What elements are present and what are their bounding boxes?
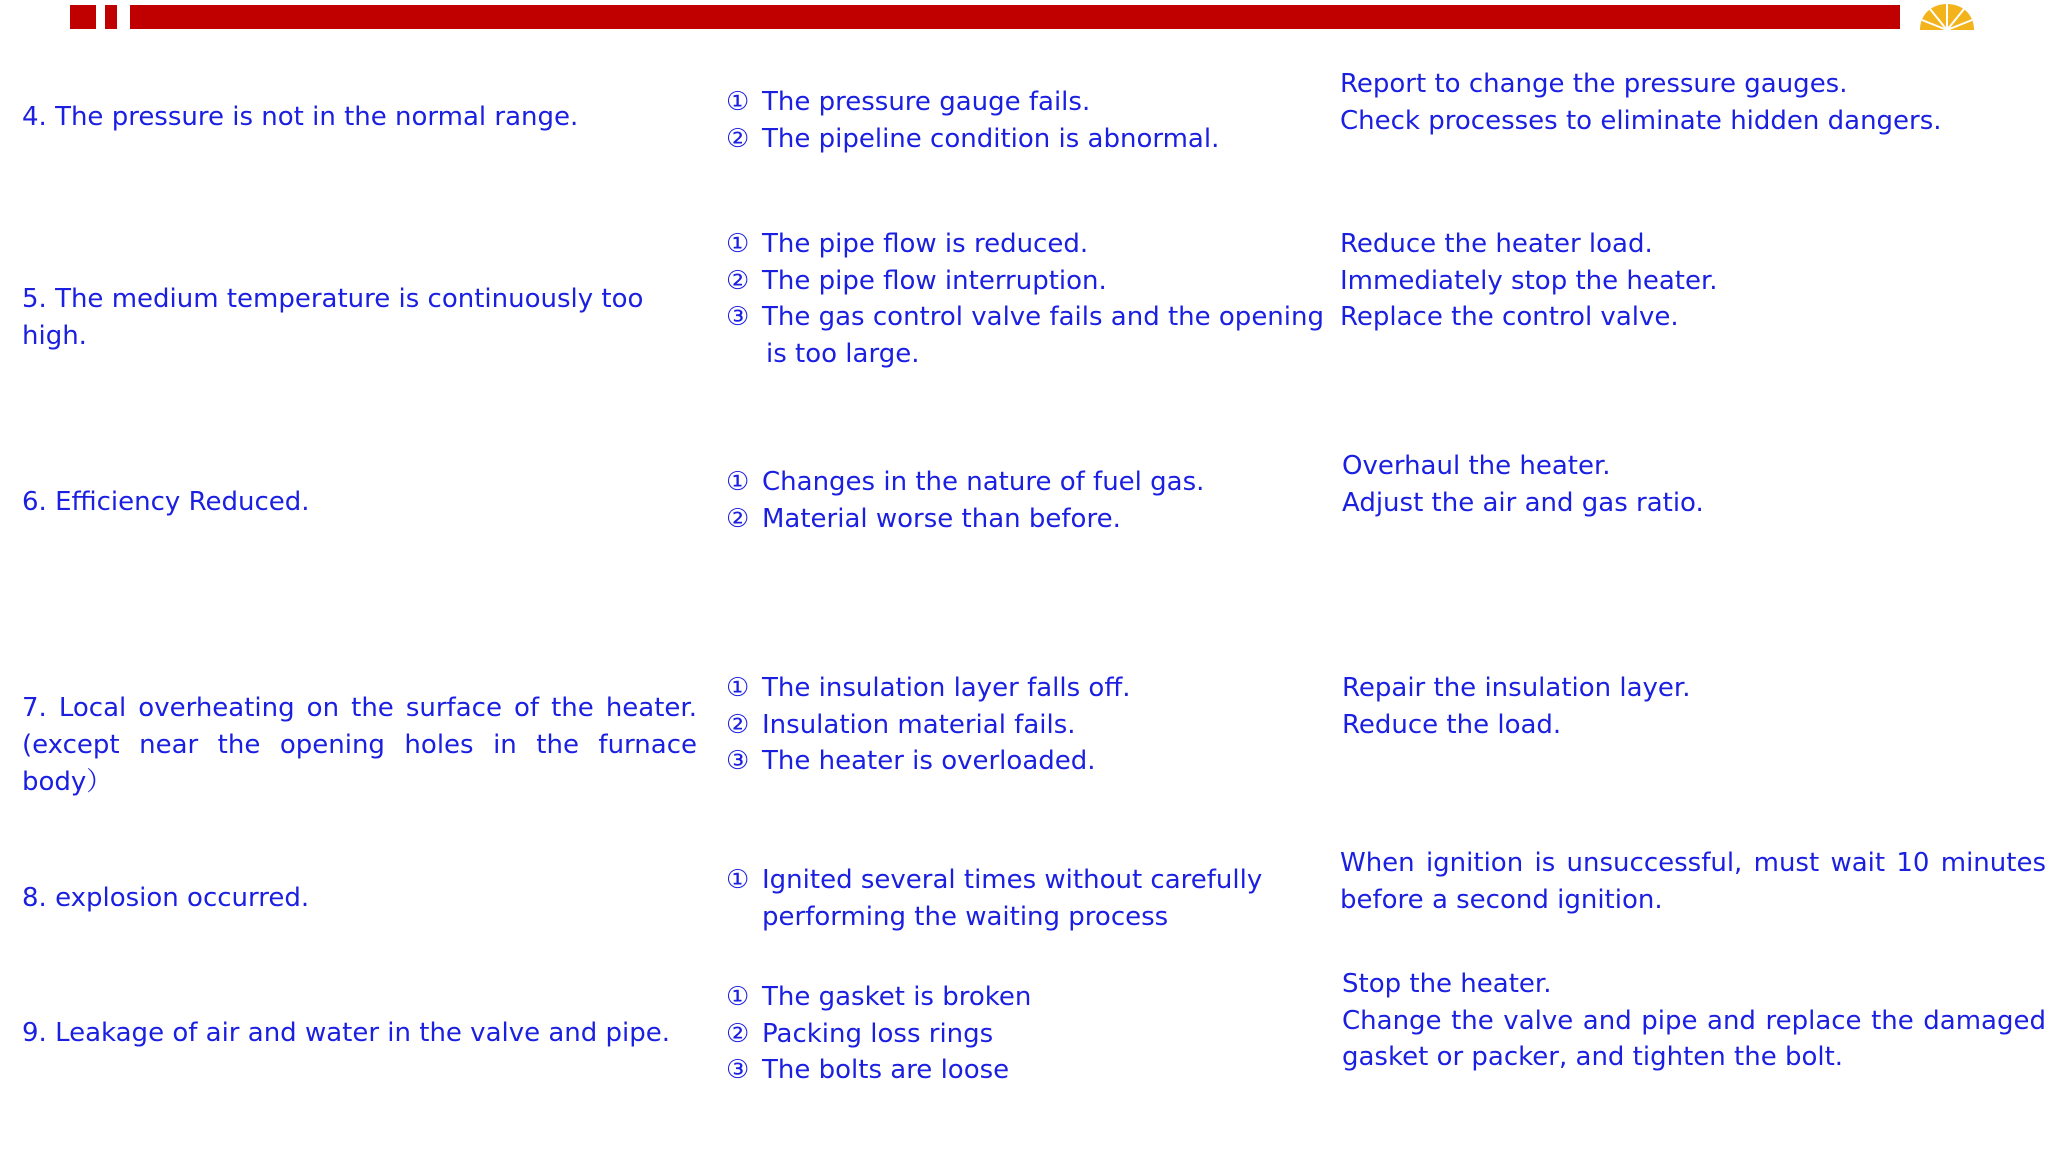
cause-item: ③ The heater is overloaded. xyxy=(726,746,1096,776)
issue-text: 6. Efficiency Reduced. xyxy=(22,487,310,517)
solution-cell xyxy=(1342,670,2048,743)
solution-cell xyxy=(1340,66,2048,139)
cause-item: ① The pressure gauge fails. xyxy=(726,87,1091,117)
cause-cell xyxy=(726,84,1326,157)
cause-item: ② The pipe flow interruption. xyxy=(726,265,1107,296)
issue-cell xyxy=(22,880,697,917)
cause-item-continuation: is too large. xyxy=(766,338,920,369)
solution-cell xyxy=(1342,448,2048,521)
issue-text: 5. The medium temperature is continuously too high. xyxy=(22,284,644,351)
cause-item: ① Ignited several times without carefully xyxy=(726,865,1263,895)
cause-item: ② Material worse than before. xyxy=(726,503,1121,534)
cause-item: ② The pipeline condition is abnormal. xyxy=(726,123,1220,154)
cause-item-continuation: performing the waiting process xyxy=(762,901,1169,932)
solution-item: Immediately stop the heater. xyxy=(1340,265,1718,296)
issue-cell xyxy=(22,99,697,136)
solution-cell xyxy=(1342,966,2046,1076)
header-bar-block-1 xyxy=(70,5,96,29)
issue-cell xyxy=(22,690,697,801)
solution-cell xyxy=(1340,845,2046,918)
cause-item: ③ The bolts are loose xyxy=(726,1055,1010,1085)
header-bar-block-2 xyxy=(105,5,117,29)
solution-item: Replace the control valve. xyxy=(1340,302,1679,332)
cause-item: ② Packing loss rings xyxy=(726,1018,994,1049)
solution-item: Reduce the heater load. xyxy=(1340,229,1653,259)
cause-item: ① The gasket is broken xyxy=(726,982,1032,1012)
cause-item: ① Changes in the nature of fuel gas. xyxy=(726,467,1205,497)
cause-item: ① The pipe flow is reduced. xyxy=(726,229,1089,259)
cause-cell xyxy=(726,226,1326,372)
issue-text: 7. Local overheating on the surface of the heater. xyxy=(22,693,697,723)
cause-cell xyxy=(726,862,1326,935)
issue-cell xyxy=(22,1015,697,1052)
cause-item: ② Insulation material fails. xyxy=(726,709,1076,740)
issue-text: 9. Leakage of air and water in the valve and pipe. xyxy=(22,1018,671,1048)
issue-text: 8. explosion occurred. xyxy=(22,883,310,913)
solution-item: Change the valve and pipe and replace the damaged gasket or packer, and tighten the bolt. xyxy=(1342,1005,2046,1072)
header-bar xyxy=(130,5,1900,29)
issue-text-continuation: (except near the opening holes in the furnace body） xyxy=(22,730,697,797)
solution-item: When ignition is unsuccessful, must wait 10 minutes before a second ignition. xyxy=(1340,848,2046,915)
solution-item: Report to change the pressure gauges. xyxy=(1340,69,1848,99)
cause-cell xyxy=(726,979,1326,1089)
solution-item: Overhaul the heater. xyxy=(1342,451,1611,481)
issue-text: 4. The pressure is not in the normal range. xyxy=(22,102,579,132)
solution-item: Stop the heater. xyxy=(1342,969,1552,999)
solution-item: Repair the insulation layer. xyxy=(1342,673,1691,703)
solution-item: Check processes to eliminate hidden dangers. xyxy=(1340,105,1942,136)
issue-cell xyxy=(22,484,697,521)
cause-item: ① The insulation layer falls off. xyxy=(726,673,1131,703)
solution-cell xyxy=(1340,226,2048,336)
cause-cell xyxy=(726,670,1326,780)
shell-logo-icon xyxy=(1916,0,1978,32)
issue-cell xyxy=(22,281,697,355)
cause-cell xyxy=(726,464,1326,537)
solution-item: Reduce the load. xyxy=(1342,709,1562,740)
solution-item: Adjust the air and gas ratio. xyxy=(1342,487,1704,518)
cause-item: ③ The gas control valve fails and the opening xyxy=(726,302,1324,332)
